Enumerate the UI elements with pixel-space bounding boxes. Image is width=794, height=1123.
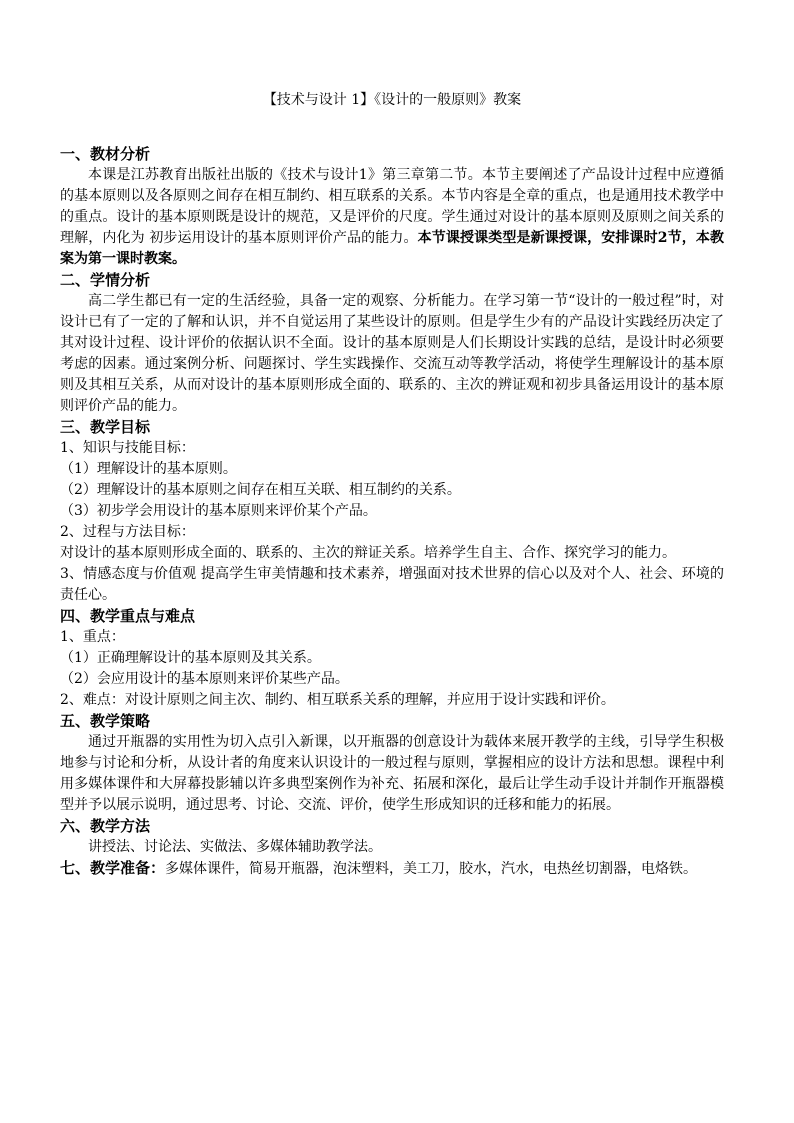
- section-1-body: [60, 165, 724, 270]
- section-1-bold-text: 本节课授课类型是新课授课，安排课时2节，本教案为第一课时教案。: [60, 230, 724, 267]
- objective-line: 2、过程与方法目标：: [60, 524, 195, 540]
- section-heading-1: 一、教材分析: [60, 145, 151, 163]
- section-2-body: 高二学生都已有一定的生活经验，具备一定的观察、分析能力。在学习第一节“设计的一般过程”时，对设计已有了一定的了解和认识，并不自觉运用了某些设计的原则。但是学生少有的产品设计实践经历决定了其对设计过程、设计评价的依据认识不全面。设计的基本原则是人们长期设计实践的总结，是设计时必须要考虑的因素。通过案例分析、问题探讨、学生实践操作、交流互动等教学活动，将使学生理解设计的基本原则及其相互关系，从而对设计的基本原则形成全面的、联系的、主次的辨证观和初步具备运用设计的基本原则评价产品的能力。: [60, 293, 724, 414]
- section-heading-7: 七、教学准备：: [60, 859, 166, 877]
- keypoint-line: （2）会应用设计的基本原则来评价某些产品。: [60, 671, 349, 687]
- section-6-body: 讲授法、讨论法、实做法、多媒体辅助教学法。: [88, 839, 382, 855]
- document-page: [60, 90, 724, 880]
- section-5-body: 通过开瓶器的实用性为切入点引入新课，以开瓶器的创意设计为载体来展开教学的主线，引导学生积极地参与讨论和分析，从设计者的角度来认识设计的一般过程与原则，掌握相应的设计方法和思想。课程中利用多媒体课件和大屏幕投影辅以许多典型案例作为补充、拓展和深化，最后让学生动手设计并制作开瓶器模型并予以展示说明，通过思考、讨论、交流、评价，使学生形成知识的迁移和能力的拓展。: [60, 734, 724, 813]
- document-title: 【技术与设计 1】《设计的一般原则》教案: [262, 92, 522, 108]
- section-heading-4: 四、教学重点与难点: [60, 607, 196, 625]
- section-heading-2: 二、学情分析: [60, 271, 151, 289]
- objective-line: 3、情感态度与价值观 提高学生审美情趣和技术素养，增强面对技术世界的信心以及对个人、社会、环境的责任心。: [60, 566, 724, 603]
- objective-line: 对设计的基本原则形成全面的、联系的、主次的辩证关系。培养学生自主、合作、探究学习的能力。: [60, 545, 676, 561]
- section-heading-3: 三、教学目标: [60, 418, 151, 436]
- keypoint-line: （1）正确理解设计的基本原则及其关系。: [60, 650, 321, 666]
- keypoint-line: 1、重点：: [60, 629, 125, 645]
- section-7-body: 多媒体课件，简易开瓶器，泡沫塑料，美工刀，胶水，汽水，电热丝切割器，电烙铁。: [165, 861, 698, 877]
- section-1-text: 本课是江苏教育出版社出版的《技术与设计1》第三章第二节。本节主要阐述了产品设计过程中应遵循的基本原则以及各原则之间存在相互制约、相互联系的关系。本节内容是全章的重点，也是通用技术教学中的重点。设计的基本原则既是设计的规范，又是评价的尺度。学生通过对设计的基本原则及原则之间关系的理解，内化为 初步运用设计的基本原则评价产品的能力。: [60, 167, 724, 246]
- objective-line: （2）理解设计的基本原则之间存在相互关联、相互制约的关系。: [60, 482, 461, 498]
- objective-line: （1）理解设计的基本原则。: [60, 461, 237, 477]
- section-heading-5: 五、教学策略: [60, 712, 151, 730]
- section-7-line: [60, 858, 724, 880]
- objective-line: 1、知识与技能目标：: [60, 440, 195, 456]
- objective-line: （3）初步学会用设计的基本原则来评价某个产品。: [60, 503, 377, 519]
- section-heading-6: 六、教学方法: [60, 817, 151, 835]
- keypoint-line: 2、难点：对设计原则之间主次、制约、相互联系关系的理解，并应用于设计实践和评价。: [60, 692, 615, 708]
